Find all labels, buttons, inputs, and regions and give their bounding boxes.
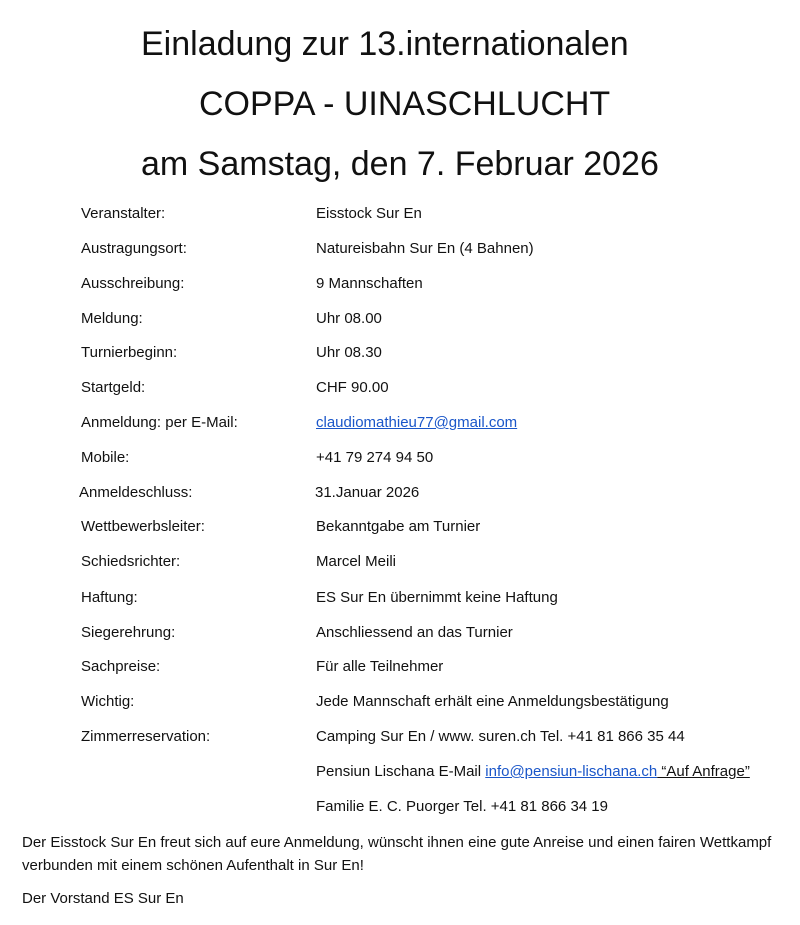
info-row-mobile <box>0 447 800 469</box>
info-row-ausschreibung <box>0 273 800 295</box>
auf-anfrage-note: “Auf Anfrage” <box>657 763 750 780</box>
info-label: Zimmerreservation: <box>81 728 211 745</box>
info-label: Startgeld: <box>81 379 146 396</box>
info-label: Wichtig: <box>81 693 135 710</box>
pension-prefix: Pensiun Lischana E-Mail <box>316 763 486 780</box>
info-label: Austragungsort: <box>81 240 187 257</box>
closing-message: Der Eisstock Sur En freut sich auf eure Anmeldung, wünscht ihnen eine gute Anreise und einen fairen Wettkampf verbunden mit einem schönen Aufenthalt in Sur En! <box>22 834 772 874</box>
registration-email-link[interactable]: claudiomathieu77@gmail.com <box>316 414 518 431</box>
info-value: ES Sur En übernimmt keine Haftung <box>316 589 558 606</box>
info-row-veranstalter <box>0 203 800 225</box>
info-value: Eisstock Sur En <box>316 205 422 222</box>
info-row-siegerehrung <box>0 622 800 644</box>
info-label: Veranstalter: <box>81 205 166 222</box>
title-line-3: am Samstag, den 7. Februar 2026 <box>141 145 659 183</box>
info-value: Marcel Meili <box>316 553 397 570</box>
info-row-wettbewerbsleiter <box>0 516 800 538</box>
info-row-sachpreise <box>0 656 800 678</box>
info-row-familie <box>0 796 800 818</box>
info-label: Mobile: <box>81 449 130 466</box>
info-row-schiedsrichter <box>0 551 800 573</box>
info-label: Meldung: <box>81 310 143 327</box>
info-value: Für alle Teilnehmer <box>316 658 444 675</box>
info-label: Anmeldeschluss: <box>79 484 193 501</box>
info-label: Haftung: <box>81 589 138 606</box>
info-label: Anmeldung: per E-Mail: <box>81 414 238 431</box>
info-value: 9 Mannschaften <box>316 275 423 292</box>
info-row-turnierbeginn <box>0 342 800 364</box>
info-label: Turnierbeginn: <box>81 344 178 361</box>
info-label: Schiedsrichter: <box>81 553 181 570</box>
info-value: Jede Mannschaft erhält eine Anmeldungsbestätigung <box>316 693 669 710</box>
familie-line: Familie E. C. Puorger Tel. +41 81 866 34 19 <box>316 798 608 815</box>
info-label: Sachpreise: <box>81 658 161 675</box>
info-value: +41 79 274 94 50 <box>316 449 434 466</box>
title-line-2: COPPA - UINASCHLUCHT <box>199 85 611 123</box>
info-row-startgeld <box>0 377 800 399</box>
closing-signature: Der Vorstand ES Sur En <box>22 890 184 907</box>
info-row-zimmerreservation <box>0 726 800 748</box>
info-value: Natureisbahn Sur En (4 Bahnen) <box>316 240 534 257</box>
info-value: Camping Sur En / www. suren.ch Tel. +41 81 866 35 44 <box>316 728 685 745</box>
info-row-anmeldung-email <box>0 412 800 434</box>
title-line-1: Einladung zur 13.internationalen <box>141 25 629 63</box>
info-row-pension <box>0 761 800 783</box>
info-value: Uhr 08.00 <box>316 310 382 327</box>
info-label: Ausschreibung: <box>81 275 185 292</box>
pension-line <box>316 761 750 783</box>
info-row-austragungsort <box>0 238 800 260</box>
info-row-haftung <box>0 587 800 609</box>
info-value: Uhr 08.30 <box>316 344 382 361</box>
info-value: Anschliessend an das Turnier <box>316 624 513 641</box>
info-row-meldung <box>0 308 800 330</box>
info-row-wichtig <box>0 691 800 713</box>
info-value: 31.Januar 2026 <box>315 484 420 501</box>
info-value: CHF 90.00 <box>316 379 389 396</box>
pension-email-link[interactable]: info@pensiun-lischana.ch <box>485 763 658 780</box>
info-label: Siegerehrung: <box>81 624 176 641</box>
info-value: Bekanntgabe am Turnier <box>316 518 481 535</box>
info-row-anmeldeschluss <box>0 482 800 504</box>
info-label: Wettbewerbsleiter: <box>81 518 205 535</box>
